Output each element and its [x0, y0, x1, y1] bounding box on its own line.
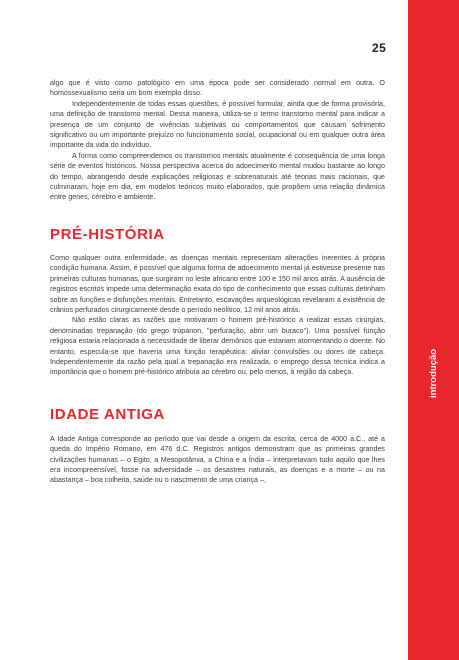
section-heading-prehistory: PRÉ-HISTÓRIA	[50, 225, 165, 243]
prehistory-paragraph-2: Não estão claras as razões que motivaram o homem pré-histórico a realizar essas cirurgias, denominadas trepanação (do grego trúpanon, "perfuração, abrir um buraco"). Uma possível função religiosa estaria relacionada à necessidade de liberar demônios que estariam atormentando o doente. No entanto, especula-se que haveria uma função terapêutica: aliviar convulsões ou dores de cabeça. Independentemente da razão pela qual a trepanação era realizada, o emprego dessa técnica indica a importância que o homem pré-histórico atribuía ao cérebro ou, pelo menos, à região da cabeça.	[50, 316, 385, 377]
side-section-label	[426, 346, 440, 398]
intro-paragraph-1: algo que é visto como patológico em uma época pode ser considerado normal em outra. O homossexualismo seria um bom exemplo disso.	[50, 79, 385, 98]
intro-paragraph-2: Independentemente de todas essas questões, é possível formular, ainda que de forma provisória, uma definição de transtorno mental. Dessa maneira, utiliza-se o termo transtorno mental para indicar a presença de um conjunto de vivências subjetivas ou comportamentos que causam sofrimento significativo ou um importante prejuízo no funcionamento social, ocupacional ou em qualquer outra área importante da vida do indivíduo.	[50, 99, 385, 150]
side-accent-bar	[408, 0, 459, 660]
page-number: 25	[372, 41, 387, 55]
intro-paragraph-3: A forma como compreendemos os transtornos mentais atualmente é consequência de uma longa série de eventos históricos. Nossa perspectiva acerca do adoecimento mental mudou bastante ao longo do tempo, abrangendo desde explicações religiosas e sobrenaturais até teorias mais racionais, que culminaram, hoje em dia, em modelos teóricos muito elaborados, que propõem uma relação dinâmica entre genes, cérebro e ambiente.	[50, 151, 385, 202]
page-body	[50, 78, 385, 486]
antiquity-paragraph-1: A Idade Antiga corresponde ao período que vai desde a origem da escrita, cerca de 4000 a.C., até a queda do Império Romano, em 476 d.C. Registros antigos demonstram que as primeiras grandes civilizações humanas – o Egito, a Mesopotâmia, a China e a Índia – interpretavam tudo aquilo que lhes era incompreensível, fosse na adversidade – os desastres naturais, as doenças e a morte – ou na abastança – boa colheita, saúde ou o nascimento de uma criança –,	[50, 434, 385, 485]
section-heading-antiquity: IDADE ANTIGA	[50, 405, 165, 423]
prehistory-paragraph-1: Como qualquer outra enfermidade, as doenças mentais representam alterações inerentes à própria condição humana. Assim, é possível que alguma forma de adoecimento mental já estivesse presente nas primeiras culturas humanas, que surgiram no leste africano entre 100 e 150 mil anos atrás. A ausência de registros escritos impede uma determinação exata do tipo de conhecimento que essas culturas detinham sobre as funções e disfunções mentais. Entretanto, escavações arqueológicas revelaram a existência de crânios perfurados cirurgicamente desde o período neolítico, 12 mil anos atrás.	[50, 253, 385, 314]
side-label-text: introdução	[428, 348, 439, 398]
